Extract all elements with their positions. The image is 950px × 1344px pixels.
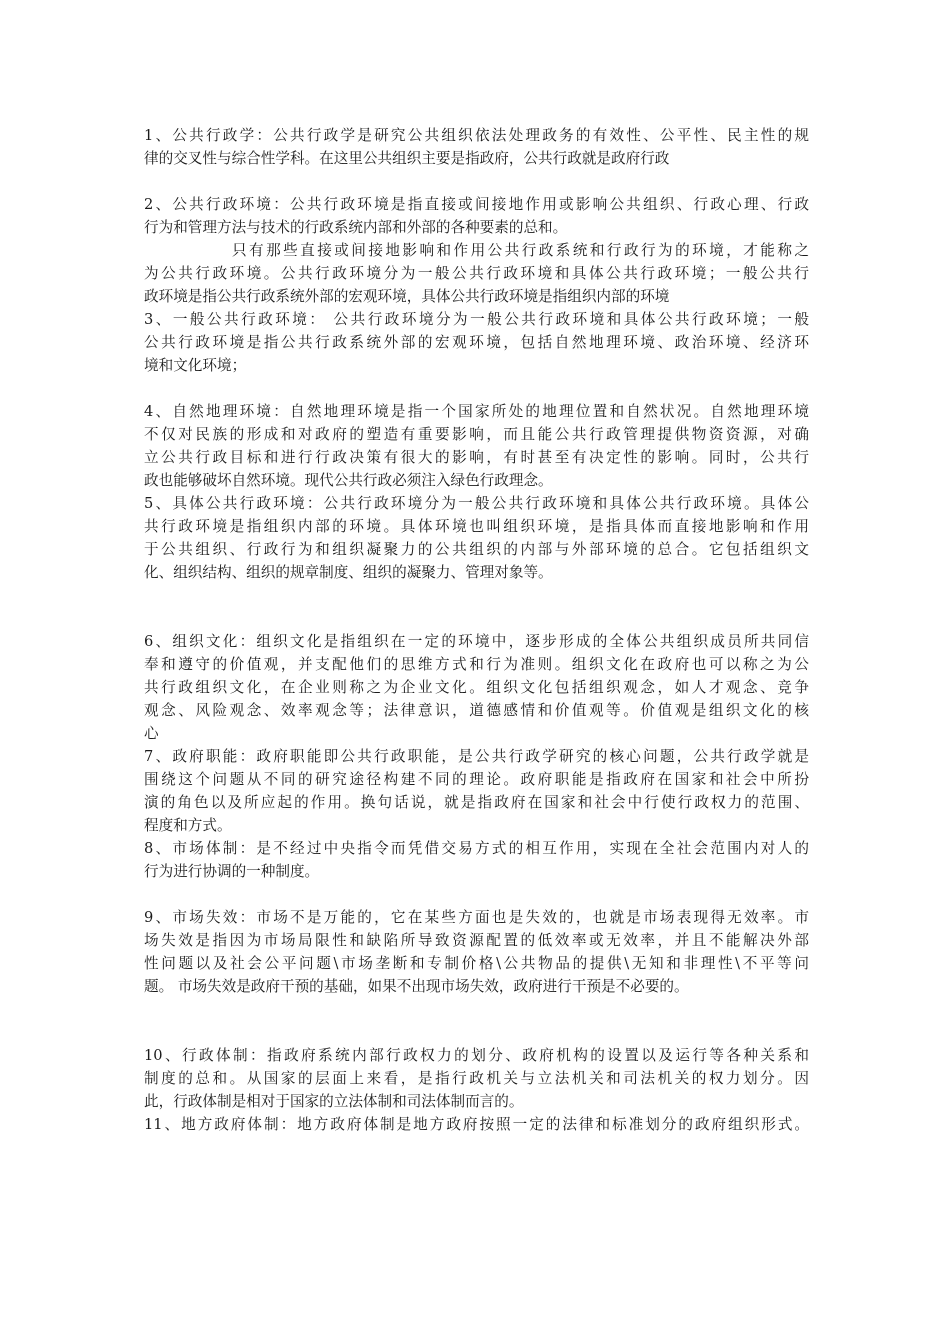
text-line: 9、市场失效：市场不是万能的，它在某些方面也是失效的，也就是市场表现得无效率。市 (144, 909, 809, 926)
paragraph-spacer (144, 584, 809, 630)
text-line: 11、地方政府体制：地方政府体制是地方政府按照一定的法律和标准划分的政府组织形式。 (144, 1116, 809, 1133)
text-line: 制度的总和。从国家的层面上来看，是指行政机关与立法机关和司法机关的权力划分。因 (144, 1070, 809, 1087)
text-line: 场失效是指因为市场局限性和缺陷所导致资源配置的低效率或无效率，并且不能解决外部 (144, 932, 809, 949)
text-line: 共行政组织文化，在企业则称之为企业文化。组织文化包括组织观念，如人才观念、竞争 (144, 679, 809, 696)
text-line: 立公共行政目标和进行行政决策有很大的影响，有时甚至有决定性的影响。同时，公共行 (144, 449, 809, 466)
text-line: 心 (144, 725, 159, 742)
text-line: 共行政环境是指组织内部的环境。具体环境也叫组织环境，是指具体而直接地影响和作用 (144, 518, 809, 535)
text-line: 不仅对民族的形成和对政府的塑造有重要影响，而且能公共行政管理提供物资资源，对确 (144, 426, 809, 443)
text-line: 境和文化环境； (144, 357, 247, 374)
text-line: 性问题以及社会公平问题\市场垄断和专制价格\公共物品的提供\无知和非理性\不平等问 (144, 955, 809, 972)
text-line: 只有那些直接或间接地影响和作用公共行政系统和行政行为的环境，才能称之 (232, 242, 809, 259)
text-line: 7、政府职能：政府职能即公共行政职能，是公共行政学研究的核心问题，公共行政学就是 (144, 748, 809, 765)
paragraph-spacer (144, 377, 809, 400)
paragraph-spacer (144, 998, 809, 1044)
paragraph-spacer (144, 883, 809, 906)
text-line: 政也能够破坏自然环境。现代公共行政必须注入绿色行政理念。 (144, 472, 553, 489)
text-line: 5、具体公共行政环境：公共行政环境分为一般公共行政环境和具体公共行政环境。具体公 (144, 495, 809, 512)
text-line: 行为进行协调的一种制度。 (144, 863, 320, 880)
text-line: 4、自然地理环境：自然地理环境是指一个国家所处的地理位置和自然状况。自然地理环境 (144, 403, 809, 420)
text-line: 为公共行政环境。公共行政环境分为一般公共行政环境和具体公共行政环境；一般公共行 (144, 265, 809, 282)
text-line: 此，行政体制是相对于国家的立法体制和司法体制而言的。 (144, 1093, 524, 1110)
text-line: 化、组织结构、组织的规章制度、组织的凝聚力、管理对象等。 (144, 564, 553, 581)
text-line: 公共行政环境是指公共行政系统外部的宏观环境，包括自然地理环境、政治环境、经济环 (144, 334, 809, 351)
text-line: 10、行政体制：指政府系统内部行政权力的划分、政府机构的设置以及运行等各种关系和 (144, 1047, 809, 1064)
text-line: 8、市场体制：是不经过中央指令而凭借交易方式的相互作用，实现在全社会范围内对人的 (144, 840, 809, 857)
document-body (144, 124, 809, 1136)
text-line: 围绕这个问题从不同的研究途径构建不同的理论。政府职能是指政府在国家和社会中所扮 (144, 771, 809, 788)
text-line: 律的交叉性与综合性学科。在这里公共组织主要是指政府，公共行政就是政府行政 (144, 150, 670, 167)
text-line: 观念、风险观念、效率观念等；法律意识，道德感情和价值观等。价值观是组织文化的核 (144, 702, 809, 719)
text-line: 于公共组织、行政行为和组织凝聚力的公共组织的内部与外部环境的总合。它包括组织文 (144, 541, 809, 558)
text-line: 政环境是指公共行政系统外部的宏观环境，具体公共行政环境是指组织内部的环境 (144, 288, 670, 305)
text-line: 1、公共行政学：公共行政学是研究公共组织依法处理政务的有效性、公平性、民主性的规 (144, 127, 809, 144)
text-line: 3、一般公共行政环境： 公共行政环境分为一般公共行政环境和具体公共行政环境；一般 (144, 311, 809, 328)
text-line: 行为和管理方法与技术的行政系统内部和外部的各种要素的总和。 (144, 219, 568, 236)
text-line: 奉和遵守的价值观，并支配他们的思维方式和行为准则。组织文化在政府也可以称之为公 (144, 656, 809, 673)
text-line: 2、公共行政环境：公共行政环境是指直接或间接地作用或影响公共组织、行政心理、行政 (144, 196, 809, 213)
text-line: 题。 市场失效是政府干预的基础，如果不出现市场失效，政府进行干预是不必要的。 (144, 978, 689, 995)
text-line: 程度和方式。 (144, 817, 232, 834)
text-line: 6、组织文化：组织文化是指组织在一定的环境中，逐步形成的全体公共组织成员所共同信 (144, 633, 809, 650)
text-line: 演的角色以及所应起的作用。换句话说，就是指政府在国家和社会中行使行政权力的范围、 (144, 794, 809, 811)
paragraph-spacer (144, 170, 809, 193)
